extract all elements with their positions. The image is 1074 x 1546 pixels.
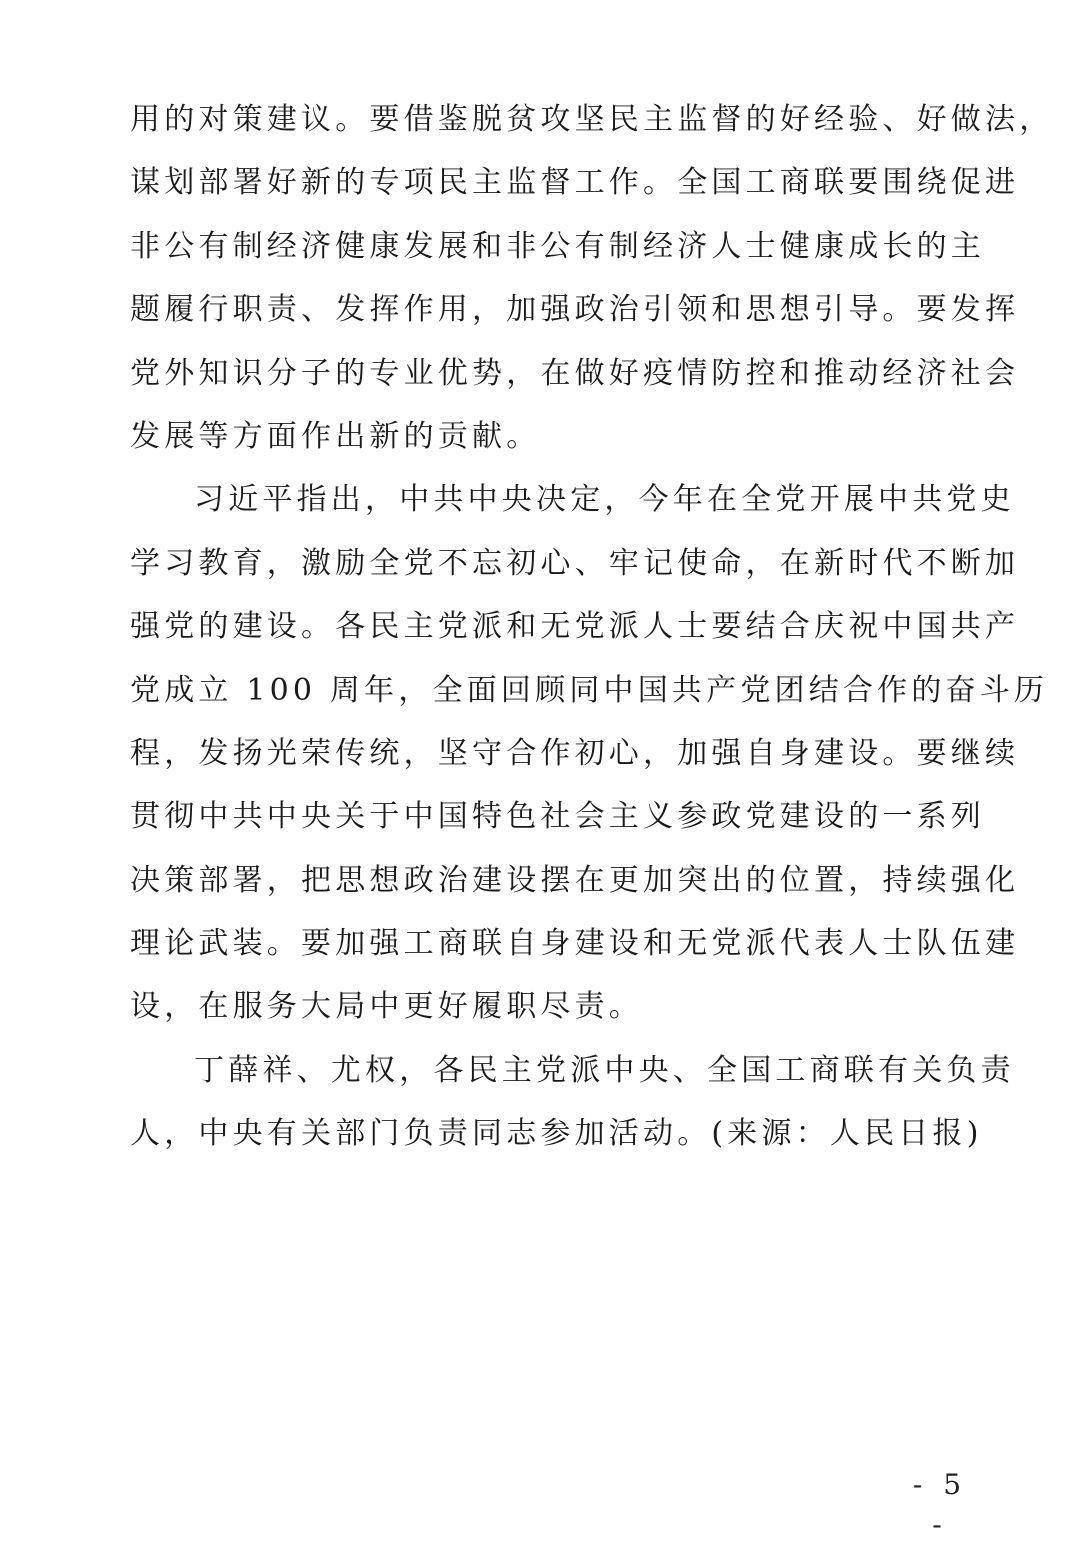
paragraph-3 bbox=[130, 1039, 1015, 1166]
text-line: 决策部署，把思想政治建设摆在更加突出的位置，持续强化 bbox=[130, 862, 1020, 898]
text-line: 程，发扬光荣传统，坚守合作初心，加强自身建设。要继续 bbox=[130, 735, 1020, 771]
text-line: 党外知识分子的专业优势，在做好疫情防控和推动经济社会 bbox=[130, 355, 1020, 391]
text-line: 强党的建设。各民主党派和无党派人士要结合庆祝中国共产 bbox=[130, 609, 1020, 645]
text-line: 习近平指出，中共中央决定，今年在全党开展中共党史 bbox=[194, 482, 1015, 518]
text-line: 理论武装。要加强工商联自身建设和无党派代表人士队伍建 bbox=[130, 926, 1020, 962]
paragraph-2 bbox=[130, 468, 1049, 1039]
text-line: 学习教育，激励全党不忘初心、牢记使命，在新时代不断加 bbox=[130, 545, 1020, 581]
text-line: 设，在服务大局中更好履职尽责。 bbox=[130, 989, 643, 1025]
paragraph-1 bbox=[130, 88, 1054, 468]
text-line: 丁薛祥、尤权，各民主党派中央、全国工商联有关负责 bbox=[194, 1052, 1015, 1088]
text-line: 用的对策建议。要借鉴脱贫攻坚民主监督的好经验、好做法， bbox=[130, 102, 1054, 137]
text-line: 谋划部署好新的专项民主监督工作。全国工商联要围绕促进 bbox=[130, 165, 1020, 201]
text-line: 人，中央有关部门负责同志参加活动。(来源：人民日报) bbox=[130, 1116, 983, 1152]
text-line: 党成立 100 周年，全面回顾同中国共产党团结合作的奋斗历 bbox=[130, 672, 1049, 708]
text-line: 题履行职责、发挥作用，加强政治引领和思想引导。要发挥 bbox=[130, 292, 1020, 328]
page-number: - 5 - bbox=[912, 1468, 968, 1541]
document-body bbox=[130, 88, 1054, 1166]
text-line: 发展等方面作出新的贡献。 bbox=[130, 418, 541, 454]
text-line: 贯彻中共中央关于中国特色社会主义参政党建设的一系列 bbox=[130, 799, 985, 835]
text-line: 非公有制经济健康发展和非公有制经济人士健康成长的主 bbox=[130, 228, 985, 264]
